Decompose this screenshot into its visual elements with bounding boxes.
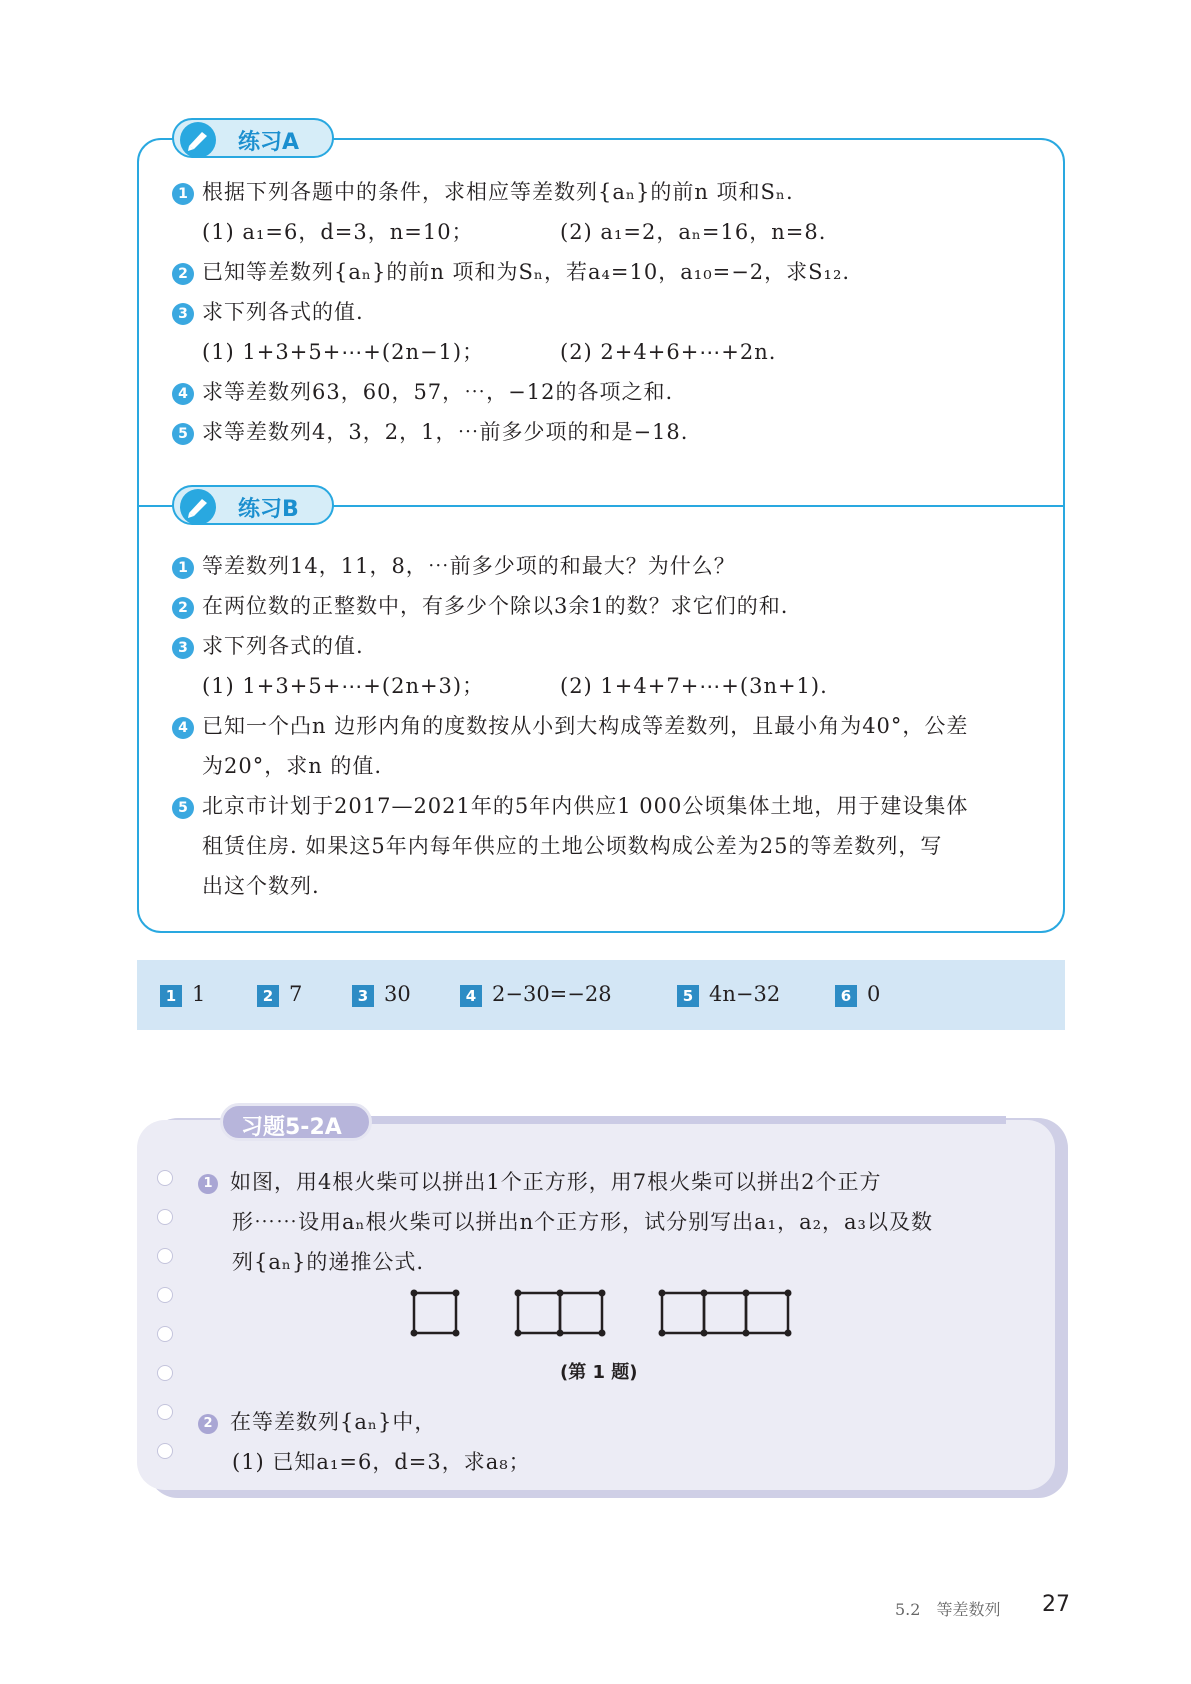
practice-a-item-3-part-2: (2) 2+4+6+⋯+2n. [560,340,777,364]
item-text: 求等差数列4，3，2，1，⋯前多少项的和是−18. [202,420,689,444]
figure-caption: (第 1 题) [560,1362,638,1383]
answer-2 [257,980,302,1008]
practice-a-title: 练习A [238,130,300,155]
answer-text: 30 [384,982,411,1006]
answer-text: 4n−32 [709,982,781,1006]
answer-1 [160,980,205,1008]
binder-hole [157,1170,173,1186]
answer-3 [352,980,411,1008]
practice-b-item-4 [172,712,968,740]
practice-a-item-2 [172,258,850,286]
problem-text: 在等差数列{aₙ}中， [230,1410,437,1434]
answer-text: 1 [192,982,206,1006]
problems-title: 习题5-2A [241,1115,342,1140]
problem-1-line-1 [198,1168,881,1196]
problem-number: 2 [198,1414,218,1434]
item-text: 已知等差数列{aₙ}的前n 项和为Sₙ，若a₄=10，a₁₀=−2，求S₁₂. [202,260,851,284]
item-number: 2 [172,597,194,619]
problem-2-line-1 [198,1408,436,1436]
pencil-icon [180,122,216,158]
practice-b-item-5-cont-1: 租赁住房. 如果这5年内每年供应的土地公顷数构成公差为25的等差数列，写 [202,834,943,858]
answer-number: 4 [460,985,482,1007]
problems-tab [220,1103,372,1141]
pencil-icon [180,489,216,525]
answer-number: 2 [257,985,279,1007]
item-number: 5 [172,423,194,445]
item-number: 4 [172,383,194,405]
answer-number: 6 [835,985,857,1007]
practice-a-item-3-part-1: (1) 1+3+5+⋯+(2n−1)； [202,340,485,364]
answer-text: 2−30=−28 [492,982,612,1006]
item-text: 在两位数的正整数中，有多少个除以3余1的数？求它们的和. [202,594,789,618]
practice-b-item-4-cont: 为20°，求n 的值. [202,754,383,778]
practice-b-item-3 [172,632,364,660]
section-label: 5.2 等差数列 [895,1600,1001,1619]
answer-text: 7 [289,982,303,1006]
practice-a-item-1 [172,178,794,206]
practice-a-tab [172,118,334,158]
practice-b-item-3-part-2: (2) 1+4+7+⋯+(3n+1). [560,674,828,698]
practice-b-item-2 [172,592,788,620]
answer-number: 1 [160,985,182,1007]
item-number: 1 [172,557,194,579]
practice-b-item-3-part-1: (1) 1+3+5+⋯+(2n+3)； [202,674,485,698]
item-number: 4 [172,717,194,739]
answer-5 [677,980,780,1008]
binder-hole [157,1248,173,1264]
matchstick-figure [400,1283,800,1343]
answer-4 [460,980,612,1008]
binder-hole [157,1287,173,1303]
problem-number: 1 [198,1174,218,1194]
item-text: 等差数列14，11，8，⋯前多少项的和最大？为什么？ [202,554,736,578]
problem-text: 如图，用4根火柴可以拼出1个正方形，用7根火柴可以拼出2个正方 [230,1170,882,1194]
item-number: 1 [172,183,194,205]
item-number: 3 [172,637,194,659]
item-text: 已知一个凸n 边形内角的度数按从小到大构成等差数列，且最小角为40°，公差 [202,714,969,738]
item-number: 5 [172,797,194,819]
problem-2-part-1: (1) 已知a₁=6，d=3，求a₈； [232,1450,531,1474]
item-text: 求等差数列63，60，57，⋯，−12的各项之和. [202,380,674,404]
practice-a-item-5 [172,418,688,446]
practice-a-item-1-part-2: (2) a₁=2，aₙ=16，n=8. [560,220,827,244]
problem-1-line-2: 形⋯⋯设用aₙ根火柴可以拼出n个正方形，试分别写出a₁，a₂，a₃以及数 [232,1210,933,1234]
practice-a-item-1-part-1: (1) a₁=6，d=3，n=10； [202,220,474,244]
practice-b-item-5 [172,792,968,820]
answer-6 [835,980,880,1008]
practice-a-item-3 [172,298,364,326]
item-number: 2 [172,263,194,285]
practice-b-title: 练习B [238,497,299,522]
page-number: 27 [1042,1592,1070,1617]
item-text: 根据下列各题中的条件，求相应等差数列{aₙ}的前n 项和Sₙ. [202,180,794,204]
item-text: 求下列各式的值. [202,300,364,324]
item-number: 3 [172,303,194,325]
answer-number: 5 [677,985,699,1007]
practice-b-item-5-cont-2: 出这个数列. [202,874,320,898]
practice-a-item-4 [172,378,673,406]
binder-hole [157,1209,173,1225]
binder-hole [157,1326,173,1342]
practice-b-item-1 [172,552,736,580]
problem-1-line-3: 列{aₙ}的递推公式. [232,1250,425,1274]
binder-hole [157,1365,173,1381]
binder-hole [157,1443,173,1459]
answer-text: 0 [867,982,881,1006]
item-text: 北京市计划于2017—2021年的5年内供应1 000公顷集体土地，用于建设集体 [202,794,969,818]
binder-hole [157,1404,173,1420]
answer-number: 3 [352,985,374,1007]
item-text: 求下列各式的值. [202,634,364,658]
practice-b-tab [172,485,334,525]
problems-header-bar [340,1116,1006,1124]
